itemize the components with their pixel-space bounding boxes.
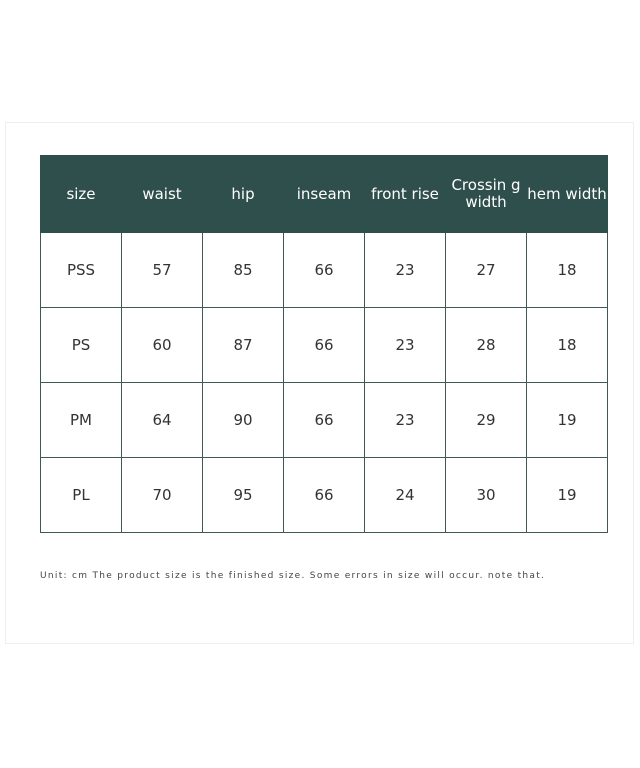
table-cell: 64 bbox=[122, 383, 203, 458]
table-cell: 23 bbox=[365, 308, 446, 383]
header-crossing-width: Crossin g width bbox=[446, 156, 527, 233]
table-row bbox=[41, 308, 608, 383]
table-cell: 27 bbox=[446, 233, 527, 308]
header-waist: waist bbox=[122, 156, 203, 233]
table-cell: PSS bbox=[41, 233, 122, 308]
table-cell: 85 bbox=[203, 233, 284, 308]
table-cell: 18 bbox=[527, 308, 608, 383]
table-cell: 70 bbox=[122, 458, 203, 533]
table-row bbox=[41, 383, 608, 458]
table-cell: 19 bbox=[527, 458, 608, 533]
table-cell: PS bbox=[41, 308, 122, 383]
header-inseam: inseam bbox=[284, 156, 365, 233]
header-hem-width: hem width bbox=[527, 156, 608, 233]
table-cell: 66 bbox=[284, 383, 365, 458]
table-cell: 23 bbox=[365, 383, 446, 458]
table-row bbox=[41, 233, 608, 308]
table-cell: 29 bbox=[446, 383, 527, 458]
table-row bbox=[41, 458, 608, 533]
table-cell: 66 bbox=[284, 458, 365, 533]
size-note: Unit: cm The product size is the finished size. Some errors in size will occur. note that. bbox=[40, 571, 546, 581]
header-front-rise: front rise bbox=[365, 156, 446, 233]
table-cell: 30 bbox=[446, 458, 527, 533]
table-cell: PM bbox=[41, 383, 122, 458]
table-cell: PL bbox=[41, 458, 122, 533]
table-cell: 90 bbox=[203, 383, 284, 458]
table-cell: 66 bbox=[284, 233, 365, 308]
table-cell: 60 bbox=[122, 308, 203, 383]
table-cell: 19 bbox=[527, 383, 608, 458]
table-header-row bbox=[41, 156, 608, 233]
size-table bbox=[40, 155, 608, 533]
table-cell: 23 bbox=[365, 233, 446, 308]
table-cell: 28 bbox=[446, 308, 527, 383]
table-cell: 57 bbox=[122, 233, 203, 308]
table-cell: 95 bbox=[203, 458, 284, 533]
table-cell: 24 bbox=[365, 458, 446, 533]
table-cell: 87 bbox=[203, 308, 284, 383]
table-cell: 66 bbox=[284, 308, 365, 383]
table-cell: 18 bbox=[527, 233, 608, 308]
header-hip: hip bbox=[203, 156, 284, 233]
header-size: size bbox=[41, 156, 122, 233]
